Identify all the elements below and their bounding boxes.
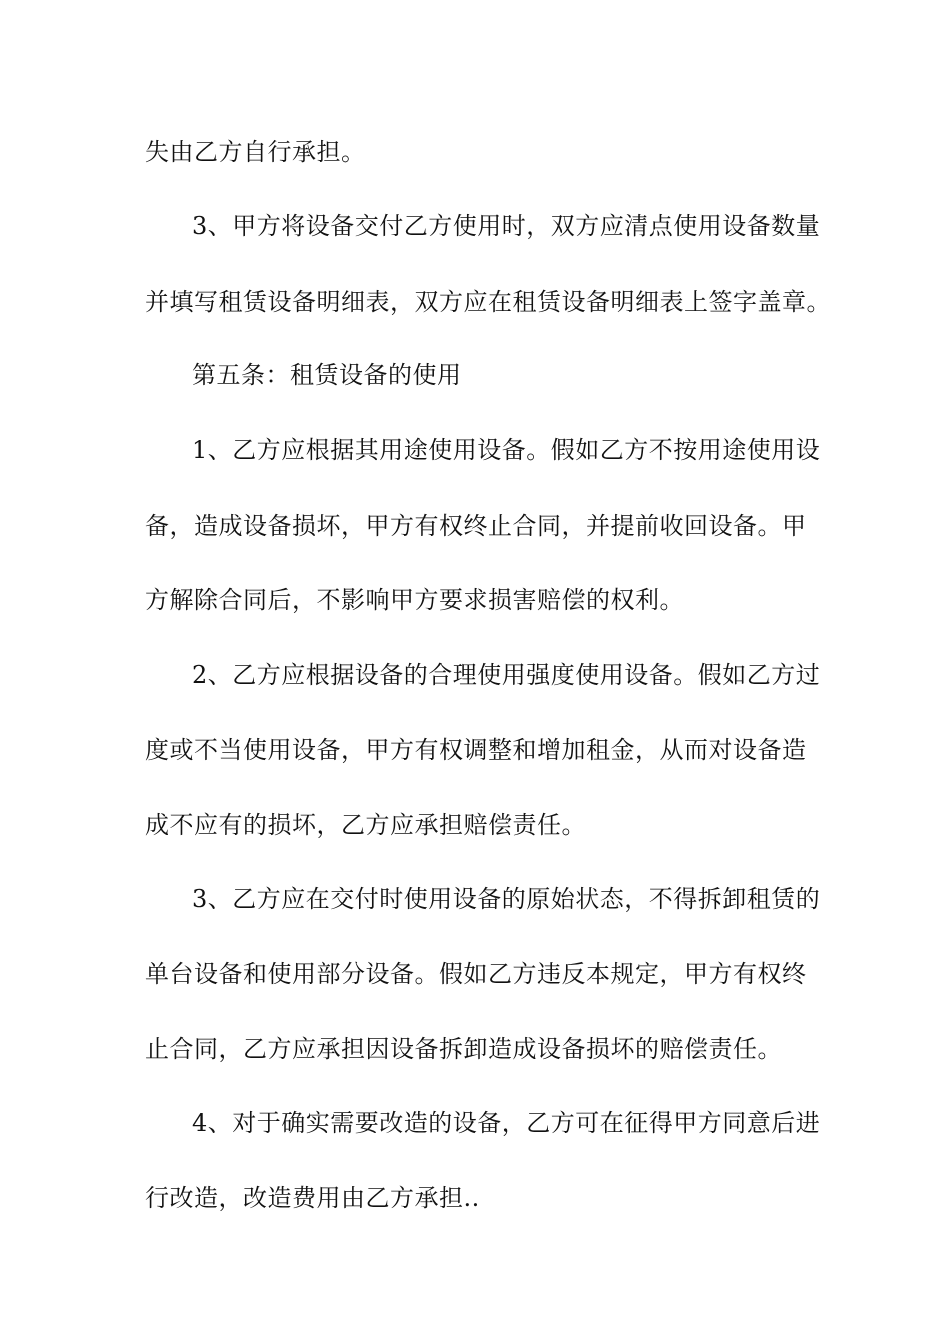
text-line: 单台设备和使用部分设备。假如乙方违反本规定，甲方有权终 xyxy=(145,960,807,988)
text-line: 备，造成设备损坏，甲方有权终止合同，并提前收回设备。甲 xyxy=(145,512,807,540)
text-line: 并填写租赁设备明细表，双方应在租赁设备明细表上签字盖章。 xyxy=(145,288,831,316)
text-line: 成不应有的损坏，乙方应承担赔偿责任。 xyxy=(145,811,586,839)
text-line: 方解除合同后，不影响甲方要求损害赔偿的权利。 xyxy=(145,586,684,614)
text-line: 度或不当使用设备，甲方有权调整和增加租金，从而对设备造 xyxy=(145,736,807,764)
text-line: 失由乙方自行承担。 xyxy=(145,138,366,166)
text-line: 止合同，乙方应承担因设备拆卸造成设备损坏的赔偿责任。 xyxy=(145,1035,782,1063)
clause-paragraph-line: 3、乙方应在交付时使用设备的原始状态，不得拆卸租赁的 xyxy=(192,885,821,913)
clause-paragraph-line: 1、乙方应根据其用途使用设备。假如乙方不按用途使用设 xyxy=(192,436,821,464)
section-heading: 第五条：租赁设备的使用 xyxy=(192,361,462,389)
clause-paragraph-line: 4、对于确实需要改造的设备，乙方可在征得甲方同意后进 xyxy=(192,1109,821,1137)
clause-paragraph-line: 3、甲方将设备交付乙方使用时，双方应清点使用设备数量 xyxy=(192,212,821,240)
text-line: 行改造，改造费用由乙方承担.. xyxy=(145,1184,480,1212)
clause-paragraph-line: 2、乙方应根据设备的合理使用强度使用设备。假如乙方过 xyxy=(192,661,821,689)
